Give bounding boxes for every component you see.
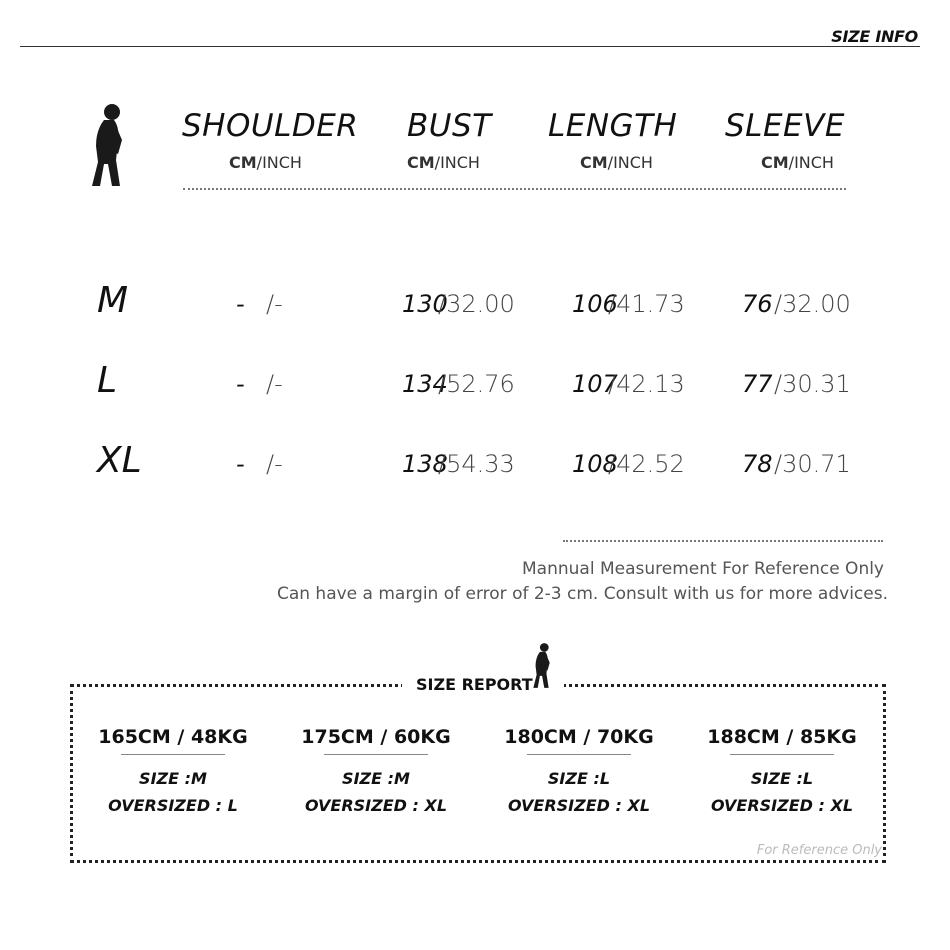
header-dotted-divider [183,188,846,190]
column-header-length: LENGTH [548,108,678,144]
column-header-shoulder: SHOULDER [182,108,359,144]
cell-shoulder-inch: /- [266,370,283,398]
report-person-1 [88,726,258,815]
notes-dotted-divider [563,540,883,542]
height-weight: 165CM / 48KG [98,726,248,748]
cell-bust-inch: /32.00 [438,290,515,318]
cell-bust-inch: /52.76 [438,370,515,398]
recommended-size: SIZE :M [342,769,410,788]
size-label-m: M [97,280,129,321]
cell-shoulder-cm: - [236,290,245,318]
oversized-size: OVERSIZED : XL [507,796,651,815]
cell-sleeve-cm: 77 [742,370,773,398]
oversized-size: OVERSIZED : L [108,796,238,815]
divider [527,754,631,755]
cell-shoulder-inch: /- [266,290,283,318]
cell-length-inch: /41.73 [608,290,685,318]
person-silhouette-small-icon [529,642,553,690]
cell-bust-cm: 130 [402,290,448,318]
measurement-note: Mannual Measurement For Reference Only [522,559,884,579]
divider [121,754,225,755]
recommended-size: SIZE :L [547,769,611,788]
unit-bust: CM/INCH [407,153,480,172]
cell-shoulder-cm: - [236,370,245,398]
cell-shoulder-inch: /- [266,450,283,478]
oversized-size: OVERSIZED : XL [304,796,448,815]
cell-length-cm: 107 [572,370,618,398]
recommended-size: SIZE :L [750,769,814,788]
cell-sleeve-cm: 76 [742,290,773,318]
cell-bust-cm: 134 [402,370,448,398]
unit-sleeve: CM/INCH [761,153,834,172]
oversized-size: OVERSIZED : XL [710,796,854,815]
page-title: SIZE INFO [831,27,918,46]
cell-sleeve-inch: /32.00 [774,290,851,318]
cell-length-cm: 106 [572,290,618,318]
report-footnote: For Reference Only [756,843,882,858]
header-divider [20,46,920,47]
size-label-l: L [97,360,118,401]
cell-sleeve-cm: 78 [742,450,773,478]
cell-length-inch: /42.13 [608,370,685,398]
cell-bust-cm: 138 [402,450,448,478]
person-silhouette-icon [84,102,128,190]
report-person-4 [697,726,867,815]
unit-shoulder: CM/INCH [229,153,302,172]
height-weight: 188CM / 85KG [707,726,857,748]
cell-shoulder-cm: - [236,450,245,478]
height-weight: 180CM / 70KG [504,726,654,748]
size-report-title: SIZE REPORT [416,675,533,694]
divider [730,754,834,755]
cell-sleeve-inch: /30.71 [774,450,851,478]
height-weight: 175CM / 60KG [301,726,451,748]
cell-bust-inch: /54.33 [438,450,515,478]
recommended-size: SIZE :M [139,769,207,788]
cell-length-inch: /42.52 [608,450,685,478]
divider [324,754,428,755]
report-person-2 [291,726,461,815]
column-header-sleeve: SLEEVE [725,108,845,144]
report-person-3 [494,726,664,815]
unit-length: CM/INCH [580,153,653,172]
cell-sleeve-inch: /30.31 [774,370,851,398]
cell-length-cm: 108 [572,450,618,478]
margin-note: Can have a margin of error of 2-3 cm. Consult with us for more advices. [276,584,888,604]
size-label-xl: XL [97,440,142,481]
column-header-bust: BUST [407,108,492,144]
